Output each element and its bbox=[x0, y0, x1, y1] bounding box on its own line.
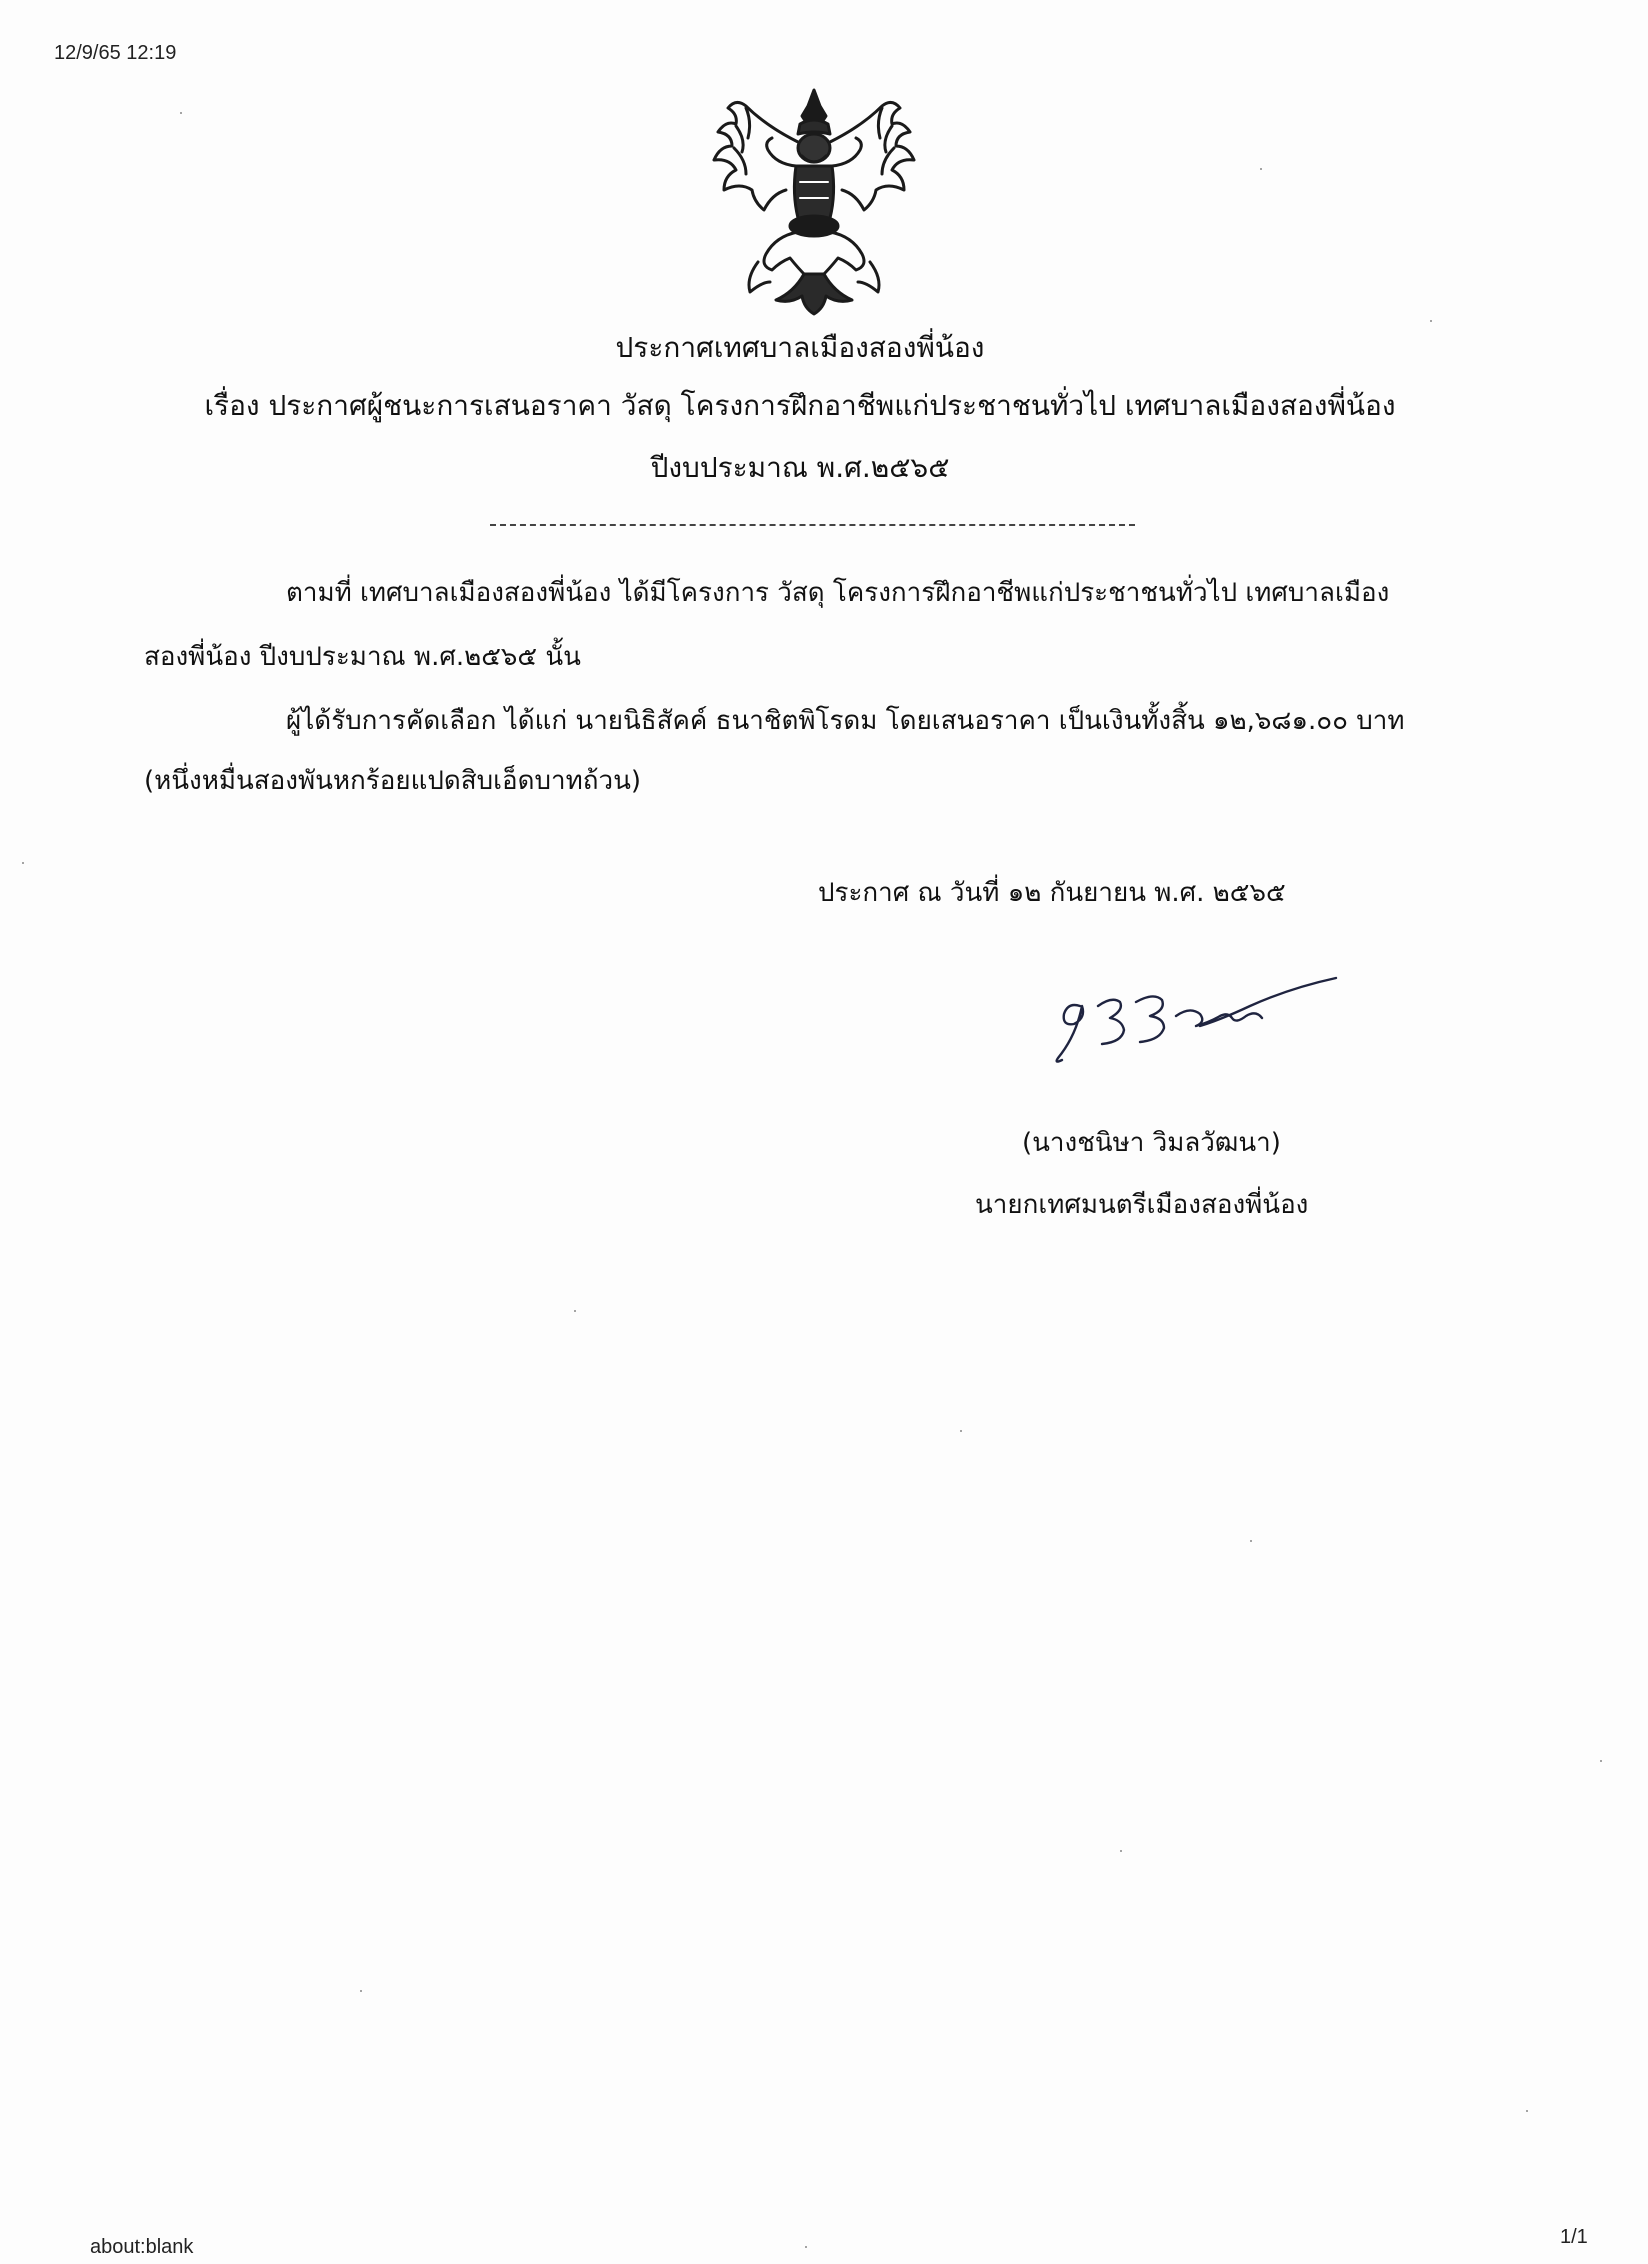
print-footer-page-number: 1/1 bbox=[1560, 2226, 1588, 2248]
paragraph-2-line-1: ผู้ได้รับการคัดเลือก ได้แก่ นายนิธิสัคค์ ธนาชิตพิโรดม โดยเสนอราคา เป็นเงินทั้งสิ้น ๑๒,๖๘๑.๐๐ บาท bbox=[286, 706, 1405, 736]
garuda-emblem-icon bbox=[706, 86, 922, 318]
print-header-datetime: 12/9/65 12:19 bbox=[54, 42, 177, 64]
scan-speck bbox=[180, 112, 182, 114]
scan-speck bbox=[574, 1310, 576, 1312]
document-fiscal-year: ปีงบประมาณ พ.ศ.๒๕๖๕ bbox=[650, 451, 950, 484]
document-subject: เรื่อง ประกาศผู้ชนะการเสนอราคา วัสดุ โครงการฝึกอาชีพแก่ประชาชนทั่วไป เทศบาลเมืองสองพี่น้อง bbox=[204, 389, 1396, 422]
scan-speck bbox=[22, 862, 24, 864]
scan-speck bbox=[1120, 1850, 1122, 1852]
document-heading: ประกาศเทศบาลเมืองสองพี่น้อง bbox=[615, 331, 985, 364]
scan-speck bbox=[1430, 320, 1432, 322]
scan-speck bbox=[1526, 2110, 1528, 2112]
heading-separator bbox=[490, 524, 1135, 526]
paragraph-1-line-1: ตามที่ เทศบาลเมืองสองพี่น้อง ได้มีโครงการ วัสดุ โครงการฝึกอาชีพแก่ประชาชนทั่วไป เทศบาลเมือง bbox=[286, 578, 1390, 608]
scan-speck bbox=[1260, 168, 1262, 170]
scan-speck bbox=[805, 2246, 807, 2248]
announcement-date: ประกาศ ณ วันที่ ๑๒ กันยายน พ.ศ. ๒๕๖๕ bbox=[818, 878, 1286, 908]
signer-name: (นางชนิษา วิมลวัฒนา) bbox=[1022, 1128, 1281, 1158]
paragraph-2-line-2: (หนึ่งหมื่นสองพันหกร้อยแปดสิบเอ็ดบาทถ้วน) bbox=[144, 766, 641, 796]
signer-position: นายกเทศมนตรีเมืองสองพี่น้อง bbox=[975, 1190, 1309, 1220]
scan-speck bbox=[1600, 1760, 1602, 1762]
print-footer-url: about:blank bbox=[90, 2236, 194, 2258]
scan-speck bbox=[960, 1430, 962, 1432]
scan-speck bbox=[360, 1990, 362, 1992]
scan-speck bbox=[1250, 1540, 1252, 1542]
paragraph-1-line-2: สองพี่น้อง ปีงบประมาณ พ.ศ.๒๕๖๕ นั้น bbox=[144, 642, 581, 672]
handwritten-signature bbox=[1050, 966, 1340, 1066]
